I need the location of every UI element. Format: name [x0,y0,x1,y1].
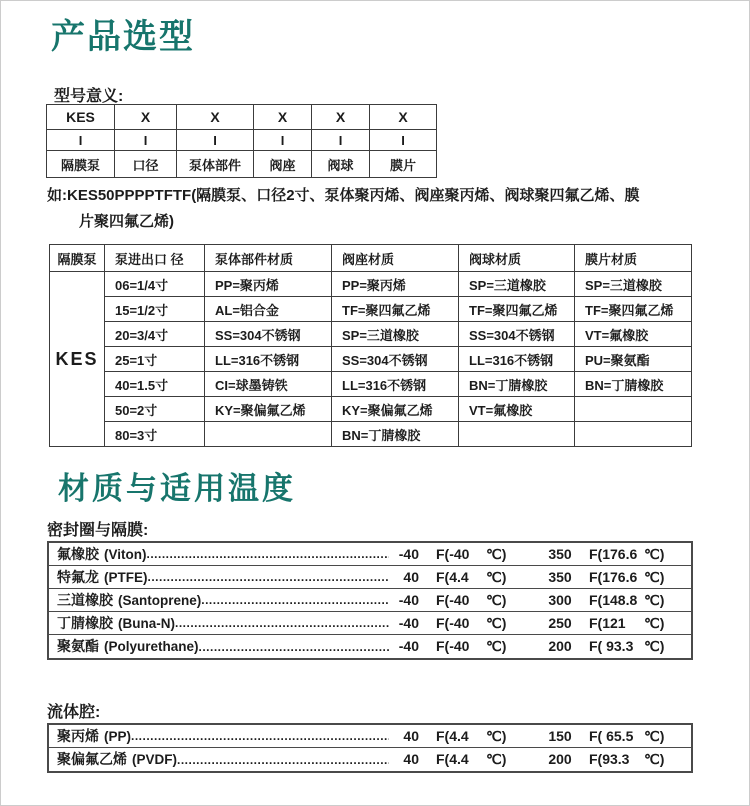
table-cell: SP=三道橡胶 [332,322,459,347]
table-cell: TF=聚四氟乙烯 [459,297,575,322]
model-example-line1: 如:KES50PPPPTFTF(隔膜泵、口径2寸、泵体聚丙烯、阀座聚丙烯、阀球聚四氟乙烯、膜 [47,187,640,204]
max-temp-c: F( 93.3 [589,638,634,654]
max-temp-f: 350 [548,568,572,585]
table-header-row [50,245,692,272]
material-name-cn: 特氟龙 [57,568,99,585]
table-cell [575,397,692,422]
table-cell: 15=1/2寸 [105,297,205,322]
table-cell: VT=氟橡胶 [459,397,575,422]
table-cell: CI=球墨铸铁 [205,372,332,397]
table-cell: 06=1/4寸 [105,272,205,297]
model-cell: KES [47,105,115,130]
table-cell: 80=3寸 [105,422,205,447]
header-seat-material: 阀座材质 [332,245,459,272]
model-meaning-label: 型号意义: [54,88,124,105]
header-body-material: 泵体部件材质 [205,245,332,272]
list-item [49,589,691,612]
min-temp-c: F(-40 [436,545,470,562]
list-item [49,748,691,771]
table-row [47,151,437,178]
table-row [50,272,692,297]
list-item [49,566,691,589]
max-temp-unit: ℃) [644,614,665,631]
min-temp-unit: ℃) [486,545,507,562]
list-item [49,635,691,658]
table-row [50,347,692,372]
table-cell: LL=316不锈钢 [332,372,459,397]
table-row [47,105,437,130]
min-temp-c: F(-40 [436,638,470,654]
selection-table [49,244,692,447]
table-row [50,297,692,322]
min-temp-unit: ℃) [486,638,507,654]
material-name-cn: 聚丙烯 [57,727,99,744]
table-cell: SS=304不锈钢 [459,322,575,347]
material-name-en: (Santoprene) [118,592,202,608]
list-item [49,612,691,635]
material-name-en: (Buna-N) [118,615,175,631]
dot-leader [131,726,389,747]
min-temp-c: F(4.4 [436,568,469,585]
table-row [50,422,692,447]
table-cell: SS=304不锈钢 [205,322,332,347]
material-name-en: (Polyurethane) [104,639,199,654]
fluid-temperature-table [47,723,693,773]
header-diaphragm-material: 膜片材质 [575,245,692,272]
model-cell: X [115,105,177,130]
section-title: 材质与适用温度 [58,471,296,506]
material-name-cn: 丁腈橡胶 [57,614,113,631]
material-name-en: (PVDF) [132,752,177,767]
table-cell: BN=丁腈橡胶 [575,372,692,397]
dot-leader [175,613,389,634]
table-cell: PU=聚氨酯 [575,347,692,372]
model-cell: X [370,105,437,130]
max-temp-f: 300 [548,591,572,608]
table-cell: VT=氟橡胶 [575,322,692,347]
max-temp-unit: ℃) [644,751,665,767]
dot-leader [201,590,389,611]
table-cell: BN=丁腈橡胶 [459,372,575,397]
table-cell [459,422,575,447]
brand-value: KES [50,272,105,447]
table-cell: SS=304不锈钢 [332,347,459,372]
table-row [50,322,692,347]
model-cell: I [115,130,177,151]
dot-leader [177,750,389,771]
material-name-cn: 三道橡胶 [57,591,113,608]
max-temp-f: 150 [548,727,572,744]
min-temp-unit: ℃) [486,568,507,585]
material-name-cn: 聚氨酯 [57,638,99,654]
table-cell: TF=聚四氟乙烯 [332,297,459,322]
min-temp-f: 40 [403,727,419,744]
table-cell: 25=1寸 [105,347,205,372]
model-cell: I [370,130,437,151]
table-cell: KY=聚偏氟乙烯 [205,397,332,422]
table-cell: KY=聚偏氟乙烯 [332,397,459,422]
material-name-en: (PP) [104,728,131,744]
model-cell: X [177,105,254,130]
header-ball-material: 阀球材质 [459,245,575,272]
model-cell: I [254,130,312,151]
min-temp-c: F(-40 [436,591,470,608]
min-temp-c: F(-40 [436,614,470,631]
dot-leader [147,544,390,565]
table-cell: AL=铝合金 [205,297,332,322]
list-item [49,725,691,748]
table-cell: SP=三道橡胶 [575,272,692,297]
seal-table-label: 密封圈与隔膜: [47,522,149,539]
table-cell: 20=3/4寸 [105,322,205,347]
table-cell [205,422,332,447]
model-cell: 隔膜泵 [47,151,115,178]
model-cell: I [312,130,370,151]
model-cell: 泵体部件 [177,151,254,178]
model-cell: X [312,105,370,130]
max-temp-c: F(176.6 [589,545,638,562]
header-brand: 隔膜泵 [50,245,105,272]
table-cell: LL=316不锈钢 [459,347,575,372]
material-name-cn: 氟橡胶 [57,545,99,562]
model-cell: 阀座 [254,151,312,178]
table-cell: BN=丁腈橡胶 [332,422,459,447]
max-temp-f: 250 [548,614,572,631]
model-cell: 膜片 [370,151,437,178]
min-temp-f: -40 [398,614,419,631]
table-row [50,372,692,397]
min-temp-c: F(4.4 [436,751,469,767]
model-cell: 口径 [115,151,177,178]
list-item [49,543,691,566]
page-title: 产品选型 [51,18,195,56]
table-cell: SP=三道橡胶 [459,272,575,297]
max-temp-c: F(176.6 [589,568,638,585]
max-temp-c: F(148.8 [589,591,638,608]
header-port-size: 泵进出口 径 [105,245,205,272]
material-name-en: (Viton) [104,546,147,562]
model-example [47,183,727,235]
model-cell: I [177,130,254,151]
max-temp-f: 350 [548,545,572,562]
dot-leader [199,637,389,658]
table-row [50,397,692,422]
table-cell: 40=1.5寸 [105,372,205,397]
table-cell: PP=聚丙烯 [205,272,332,297]
max-temp-unit: ℃) [644,568,665,585]
max-temp-unit: ℃) [644,638,665,654]
table-cell [575,422,692,447]
table-cell: 50=2寸 [105,397,205,422]
min-temp-unit: ℃) [486,727,507,744]
model-example-line2: 片聚四氟乙烯) [79,213,174,230]
max-temp-unit: ℃) [644,727,665,744]
table-cell: TF=聚四氟乙烯 [575,297,692,322]
min-temp-unit: ℃) [486,751,507,767]
model-cell: 阀球 [312,151,370,178]
min-temp-f: 40 [403,568,419,585]
min-temp-unit: ℃) [486,614,507,631]
min-temp-f: 40 [403,751,419,767]
fluid-table-label: 流体腔: [47,704,101,721]
min-temp-f: -40 [398,638,419,654]
min-temp-f: -40 [398,545,419,562]
table-cell: LL=316不锈钢 [205,347,332,372]
material-name-cn: 聚偏氟乙烯 [57,751,127,767]
min-temp-unit: ℃) [486,591,507,608]
max-temp-c: F(121 [589,614,626,631]
max-temp-f: 200 [548,751,572,767]
model-cell: X [254,105,312,130]
table-row [47,130,437,151]
max-temp-c: F(93.3 [589,751,630,767]
min-temp-f: -40 [398,591,419,608]
seal-temperature-table [47,541,693,660]
max-temp-c: F( 65.5 [589,727,634,744]
max-temp-unit: ℃) [644,545,665,562]
min-temp-c: F(4.4 [436,727,469,744]
model-cell: I [47,130,115,151]
table-cell: PP=聚丙烯 [332,272,459,297]
max-temp-f: 200 [548,638,572,654]
material-name-en: (PTFE) [104,569,148,585]
model-code-table [46,104,437,178]
max-temp-unit: ℃) [644,591,665,608]
dot-leader [148,567,390,588]
